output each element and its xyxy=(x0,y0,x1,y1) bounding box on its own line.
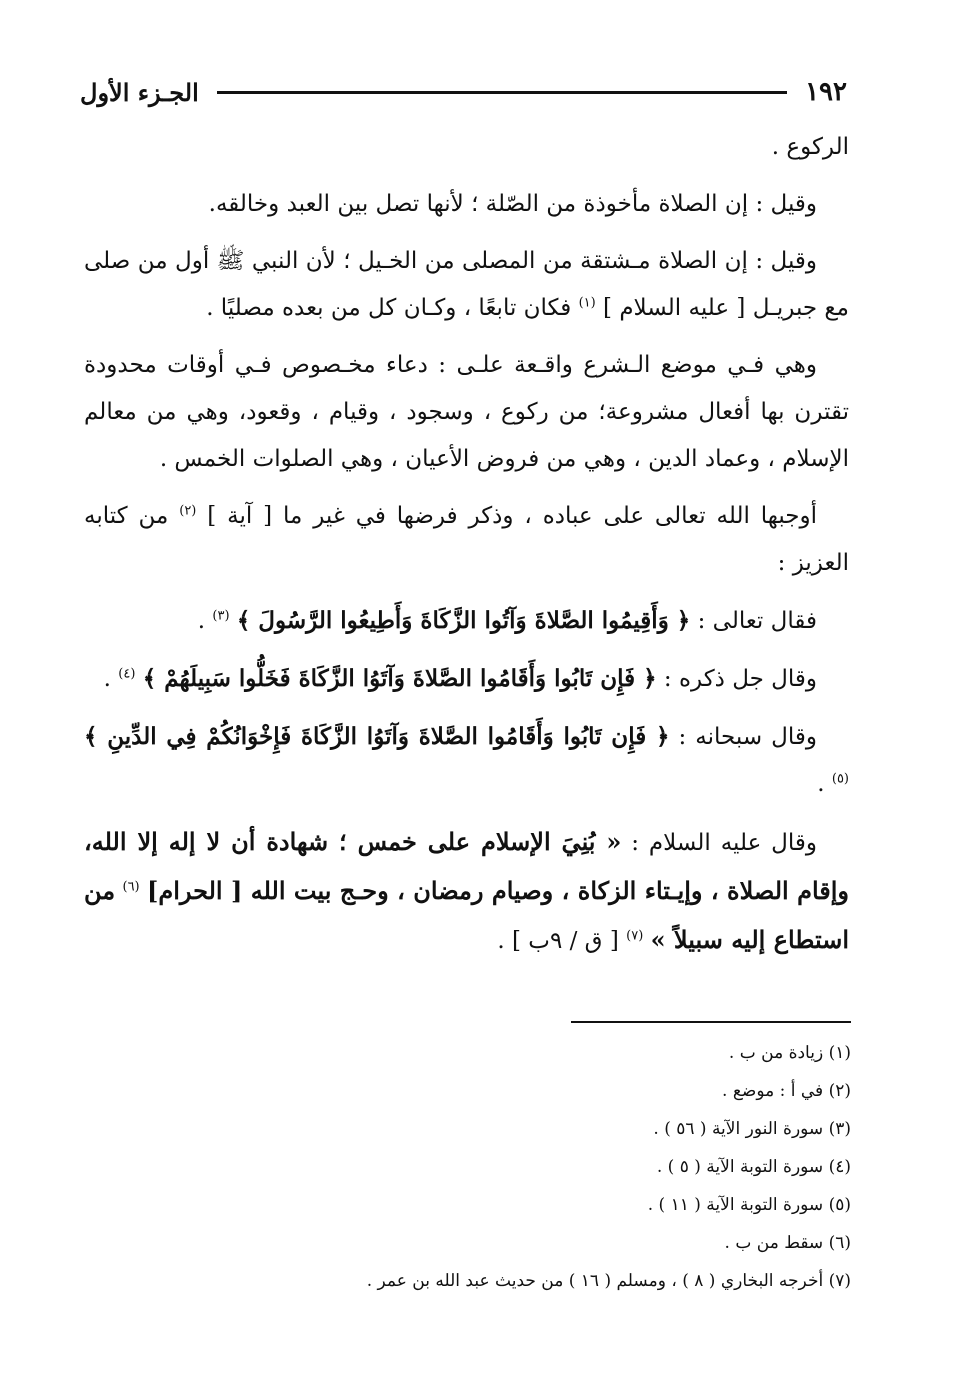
verse-end: . xyxy=(817,771,825,797)
footnote-3: (٣) سورة النور الآية ( ٥٦ ) . xyxy=(653,1119,851,1139)
paragraph-text: من كتابه العزيز : xyxy=(84,503,849,576)
paragraph-text: فكان تابعًا ، وكـان كل من بعده مصليًا . xyxy=(206,295,572,321)
verse-1 xyxy=(84,597,849,645)
paragraph-musalli xyxy=(84,238,849,332)
paragraph-ruku: الركوع . xyxy=(771,134,849,160)
footnote-separator xyxy=(571,1021,851,1023)
paragraph-definition: وهي فـي موضع الـشرع واقـعة علـى : دعاء مخـصوص فـي أوقات محدودة تقترن بها أفعال مشروعة؛ من ركوع ، وسجود ، وقيام ، وقعود، وهي من معالم الإسلام ، وعماد الدين ، وهي من فروض الأعيان ، وهي الصلوات الخمس . xyxy=(84,352,849,472)
paragraph-text: وقيل : إن الصلاة مـشتقة من المصلى من الخـيل ؛ لأن النبي ﷺ أول من صلى مع جبريـل [ عليه السلام ] xyxy=(84,248,849,321)
part-title: الجـزء الأول xyxy=(80,77,199,107)
quran-text: ﴿ فَإِن تَابُوا وَأَقَامُوا الصَّلاةَ وَآتَوُا الزَّكَاةَ فَإِخْوَانُكُمْ فِي الدِّينِ ﴾ xyxy=(84,723,670,750)
footnote-2: (٢) في أ : موضع . xyxy=(722,1081,851,1101)
footnote-ref-6: (٦) xyxy=(122,879,140,895)
footnote-ref-7: (٧) xyxy=(626,928,644,944)
verse-intro: وقال سبحانه : xyxy=(669,724,817,750)
hadith-intro: وقال عليه السلام : xyxy=(621,830,817,856)
verse-intro: وقال جل ذكره : xyxy=(656,666,817,692)
paragraph-sila: وقيل : إن الصلاة مأخوذة من الصّلة ؛ لأنها تصل بين العبد وخالقه. xyxy=(208,191,817,217)
footnote-6: (٦) سقط من ب . xyxy=(724,1233,851,1253)
verse-2 xyxy=(84,655,849,703)
verse-intro: فقال تعالى : xyxy=(690,608,817,634)
hadith-text: « بُنِيَ الإسلام على خمس ؛ شهادة أن لا إله إلا الله، وإقام الصلاة ، وإيـتاء الزكاة ، وصيام رمضان ، وحـج بيت الله [ الحرام] xyxy=(84,827,850,905)
footnote-ref-2: (٢) xyxy=(179,503,197,519)
page-header xyxy=(80,72,847,112)
hadith-paragraph xyxy=(84,818,849,965)
verse-end: . xyxy=(197,608,206,634)
main-text xyxy=(84,124,849,975)
footnote-ref-4: (٤) xyxy=(118,666,136,682)
footnote-ref-1: (١) xyxy=(578,295,596,311)
footnote-5: (٥) سورة التوبة الآية ( ١١ ) . xyxy=(647,1195,851,1215)
footnote-1: (١) زيادة من ب . xyxy=(728,1043,851,1063)
quran-text: ﴿ وَأَقِيمُوا الصَّلاةَ وَآتُوا الزَّكَاةَ وَأَطِيعُوا الرَّسُولَ ﴾ xyxy=(236,607,691,634)
quran-text: ﴿ فَإِن تَابُوا وَأَقَامُوا الصَّلاةَ وَآتَوُا الزَّكَاةَ فَخَلُّوا سَبِيلَهُمْ ﴾ xyxy=(142,665,657,692)
hadith-text: من استطاع إليه سبيلاً » xyxy=(84,876,849,954)
footnote-ref-3: (٣) xyxy=(212,608,230,624)
header-rule xyxy=(217,91,787,94)
footnotes xyxy=(84,1034,851,1300)
paragraph-text: أوجبها الله تعالى على عباده ، وذكر فرضها في غير ما [ آية ] xyxy=(207,503,817,529)
page-number: ١٩٢ xyxy=(805,77,847,107)
manuscript-ref: [ ق / ٩ب ] . xyxy=(497,928,619,954)
paragraph-obligation xyxy=(84,493,849,587)
footnote-4: (٤) سورة التوبة الآية ( ٥ ) . xyxy=(656,1157,851,1177)
verse-end: . xyxy=(103,666,111,692)
footnote-ref-5: (٥) xyxy=(831,771,849,787)
footnote-7: (٧) أخرجه البخاري ( ٨ ) ، ومسلم ( ١٦ ) من حديث عبد الله بن عمر . xyxy=(366,1271,851,1291)
verse-3 xyxy=(84,713,849,808)
